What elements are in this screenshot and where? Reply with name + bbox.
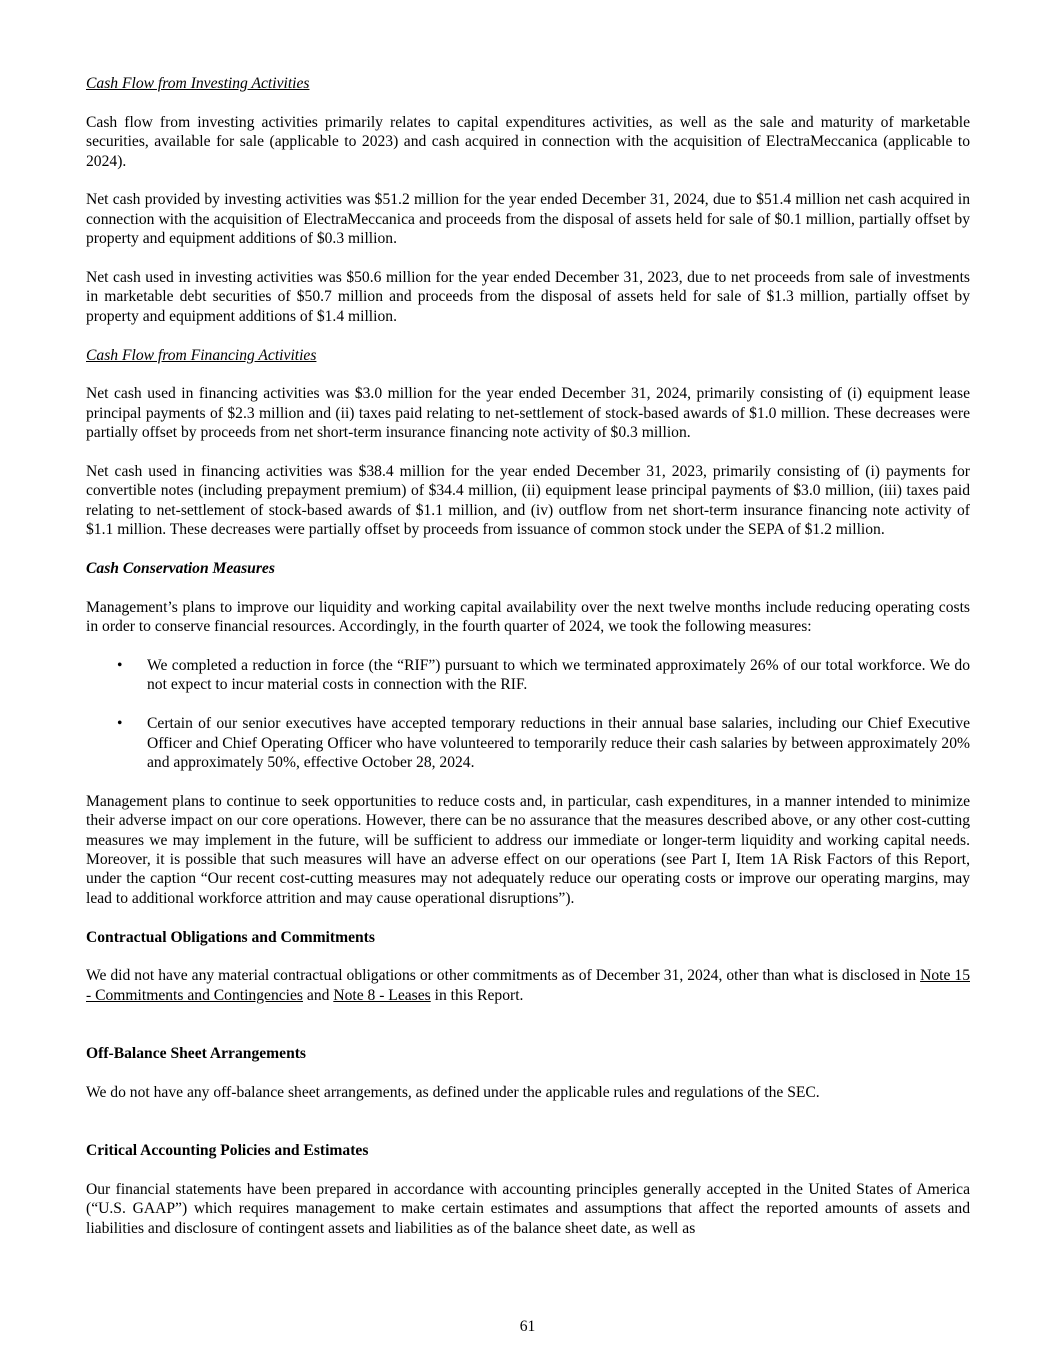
- list-item: [86, 714, 970, 772]
- bullet-marker: •: [117, 715, 123, 733]
- page-content: [86, 74, 970, 1257]
- list-item: [86, 656, 970, 695]
- conservation-bullet-list: [86, 656, 970, 772]
- obligations-paragraph: [86, 966, 970, 1005]
- critical-heading: Critical Accounting Policies and Estimates: [86, 1142, 369, 1160]
- investing-paragraph-2: Net cash provided by investing activities was $51.2 million for the year ended December 31, 2024, due to $51.4 million net cash acquired in connection with the acquisition of ElectraMeccanica and proceeds from the disposal of assets held for sale of $0.1 million, partially offset by property and equipment additions of $0.3 million.: [86, 191, 970, 248]
- conservation-heading: Cash Conservation Measures: [86, 560, 275, 578]
- financing-paragraph-1: Net cash used in financing activities was $3.0 million for the year ended December 31, 2024, primarily consisting of (i) equipment lease principal payments of $2.3 million and (ii) taxes paid relating to net-settlement of stock-based awards of $1.0 million. These decreases were partially offset by proceeds from net short-term insurance financing note activity of $0.3 million.: [86, 385, 970, 442]
- conservation-intro: Management’s plans to improve our liquidity and working capital availability over the next twelve months include reducing operating costs in order to conserve financial resources. Accordingly, in the fourth quarter of 2024, we took the following measures:: [86, 598, 970, 636]
- investing-paragraph-1: Cash flow from investing activities primarily relates to capital expenditures activities, as well as the sale and maturity of marketable securities, available for sale (applicable to 2023) and cash acquired in connection with the acquisition of ElectraMeccanica (applicable to 2024).: [86, 113, 970, 170]
- page-number: 61: [519, 1318, 536, 1335]
- note-15-link[interactable]: Note 15 - Commitments and Contingencies: [86, 967, 970, 1004]
- off-balance-paragraph: We do not have any off-balance sheet arrangements, as defined under the applicable rules and regulations of the SEC.: [86, 1083, 820, 1101]
- financing-paragraph-2: Net cash used in financing activities was $38.4 million for the year ended December 31, 2023, primarily consisting of (i) payments for convertible notes (including prepayment premium) of $34.4 million, (ii) equipment lease principal payments of $3.0 million, (iii) taxes paid relating to net-settlement of stock-based awards of $1.1 million, and (iv) outflow from net short-term insurance financing note activity of $1.1 million. These decreases were partially offset by proceeds from issuance of common stock under the SEPA of $1.2 million.: [86, 463, 970, 539]
- spacer: [86, 1025, 970, 1044]
- bullet-text: Certain of our senior executives have accepted temporary reductions in their annual base salaries, including our Chief Executive Officer and Chief Operating Officer who have volunteered to temporarily reduce their cash salaries by between approximately 20% and approximately 50%, effective October 28, 2024.: [147, 715, 970, 772]
- investing-paragraph-3: Net cash used in investing activities was $50.6 million for the year ended December 31, 2023, due to net proceeds from sale of investments in marketable debt securities of $50.7 million and proceeds from the disposal of assets held for sale of $1.3 million, partially offset by property and equipment additions of $1.4 million.: [86, 269, 970, 325]
- bullet-text: We completed a reduction in force (the “RIF”) pursuant to which we terminated approximately 26% of our total workforce. We do not expect to incur material costs in connection with the RIF.: [147, 657, 970, 694]
- obligations-text-after: in this Report.: [430, 986, 524, 1004]
- conservation-closing: Management plans to continue to seek opportunities to reduce costs and, in particular, cash expenditures, in a manner intended to minimize their adverse impact on our core operations. However, there can be no assurance that the measures described above, or any other cost-cutting measures we may implement in the future, will be sufficient to address our immediate or longer-term liquidity and working capital needs. Moreover, it is possible that such measures will have an adverse effect on our operations (see Part I, Item 1A Risk Factors of this Report, under the caption “Our recent cost-cutting measures may not adequately reduce our operating costs or improve our operating margins, may lead to additional workforce attrition and may cause operational disruptions”).: [86, 792, 970, 907]
- financing-heading: Cash Flow from Financing Activities: [86, 346, 317, 364]
- bullet-marker: •: [117, 657, 123, 675]
- obligations-text-before: We did not have any material contractual obligations or other commitments as of December 31, 2024, other than what is disclosed in: [86, 967, 921, 985]
- investing-heading: Cash Flow from Investing Activities: [86, 75, 310, 92]
- off-balance-heading: Off-Balance Sheet Arrangements: [86, 1045, 307, 1063]
- note-8-link[interactable]: Note 8 - Leases: [333, 986, 431, 1004]
- obligations-heading: Contractual Obligations and Commitments: [86, 928, 375, 946]
- obligations-text-mid: and: [303, 986, 334, 1004]
- critical-paragraph: Our financial statements have been prepared in accordance with accounting principles generally accepted in the United States of America (“U.S. GAAP”) which requires management to make certain estimates and assumptions that affect the reported amounts of assets and liabilities and disclosure of contingent assets and liabilities as of the balance sheet date, as well as: [86, 1180, 970, 1237]
- spacer: [86, 1122, 970, 1141]
